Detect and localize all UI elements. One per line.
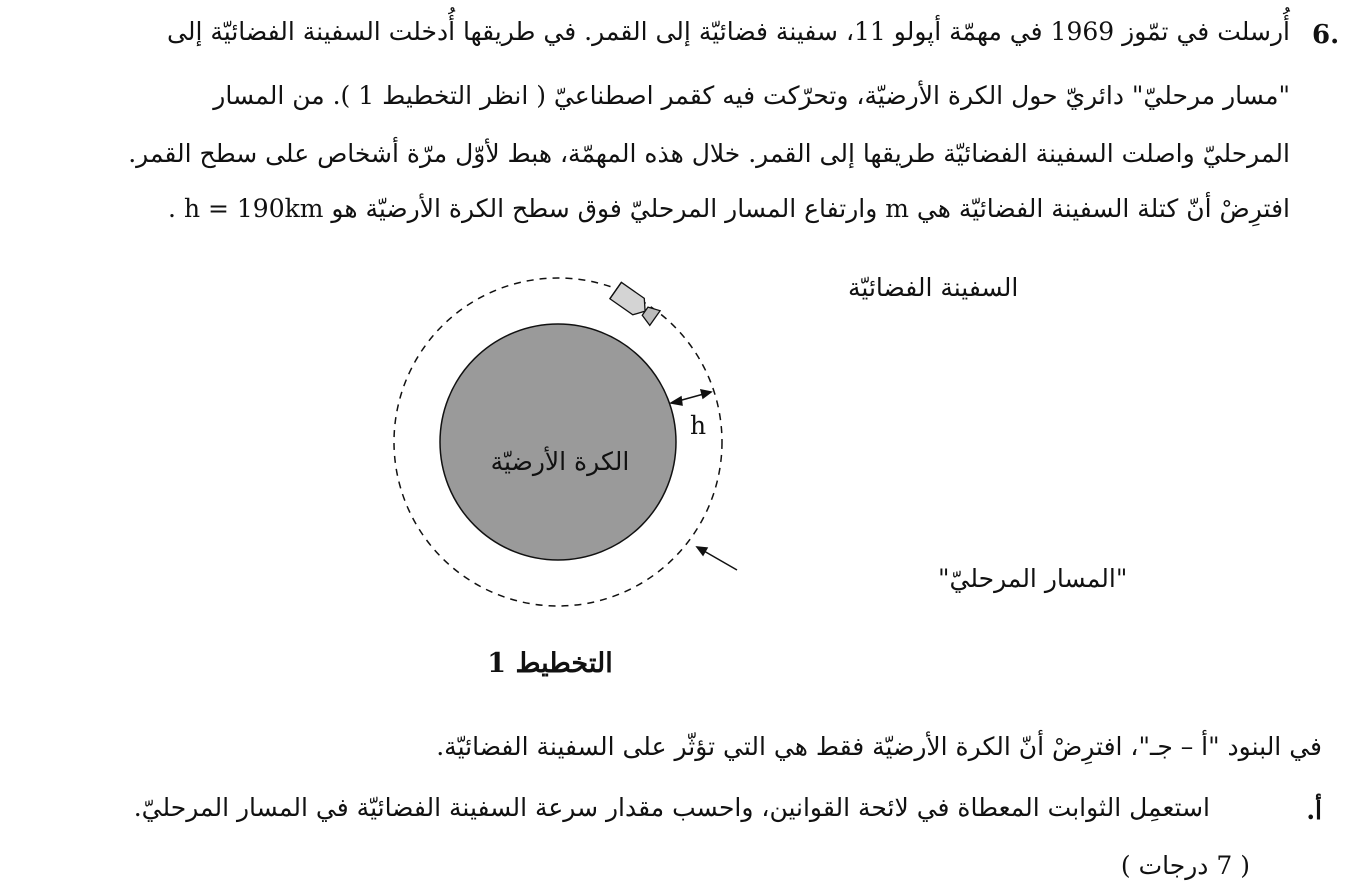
earth-disk [440,324,676,560]
height-label: h [690,411,707,440]
question-number: 6. [1312,20,1340,50]
height-arrow [671,390,711,405]
spacecraft-icon [610,282,661,326]
assumption-text: في البنود "أ – جـ"، افترِضْ أنّ الكرة الأرضيّة فقط هي التي تؤثّر على السفينة الفضائيّة. [436,732,1322,761]
earth-label: الكرة الأرضيّة [490,447,630,476]
orbit-pointer-arrow [697,547,737,570]
question-line-1: أُرسلت في تمّوز 1969 في مهمّة أپولو 11، سفينة فضائيّة إلى القمر. في طريقها أُدخلت السفينة الفضائيّة إلى [167,17,1290,46]
spacecraft-label: السفينة الفضائيّة [848,273,1019,302]
question-line-2: "مسار مرحليّ" دائريّ حول الكرة الأرضيّة، وتحرّكت فيه كقمر اصطناعيّ ( انظر التخطيط 1 ). من المسار [213,81,1290,110]
question-line-4: افترِضْ أنّ كتلة السفينة الفضائيّة هي m وارتفاع المسار المرحليّ فوق سطح الكرة الأرضيّة هو h = 190km . [168,194,1290,223]
orbit-label: "المسار المرحليّ" [938,564,1128,593]
figure-caption: التخطيط 1 [487,648,613,679]
points-text: ( 7 درجات ) [1120,851,1250,880]
question-line-3: المرحليّ واصلت السفينة الفضائيّة طريقها إلى القمر. خلال هذه المهمّة، هبط لأوّل مرّة أشخاص على سطح القمر. [128,139,1290,168]
item-a-text: استعمِل الثوابت المعطاة في لائحة القوانين، واحسب مقدار سرعة السفينة الفضائيّة في المسار المرحليّ. [133,793,1210,822]
item-a-label: أ. [1306,796,1322,825]
